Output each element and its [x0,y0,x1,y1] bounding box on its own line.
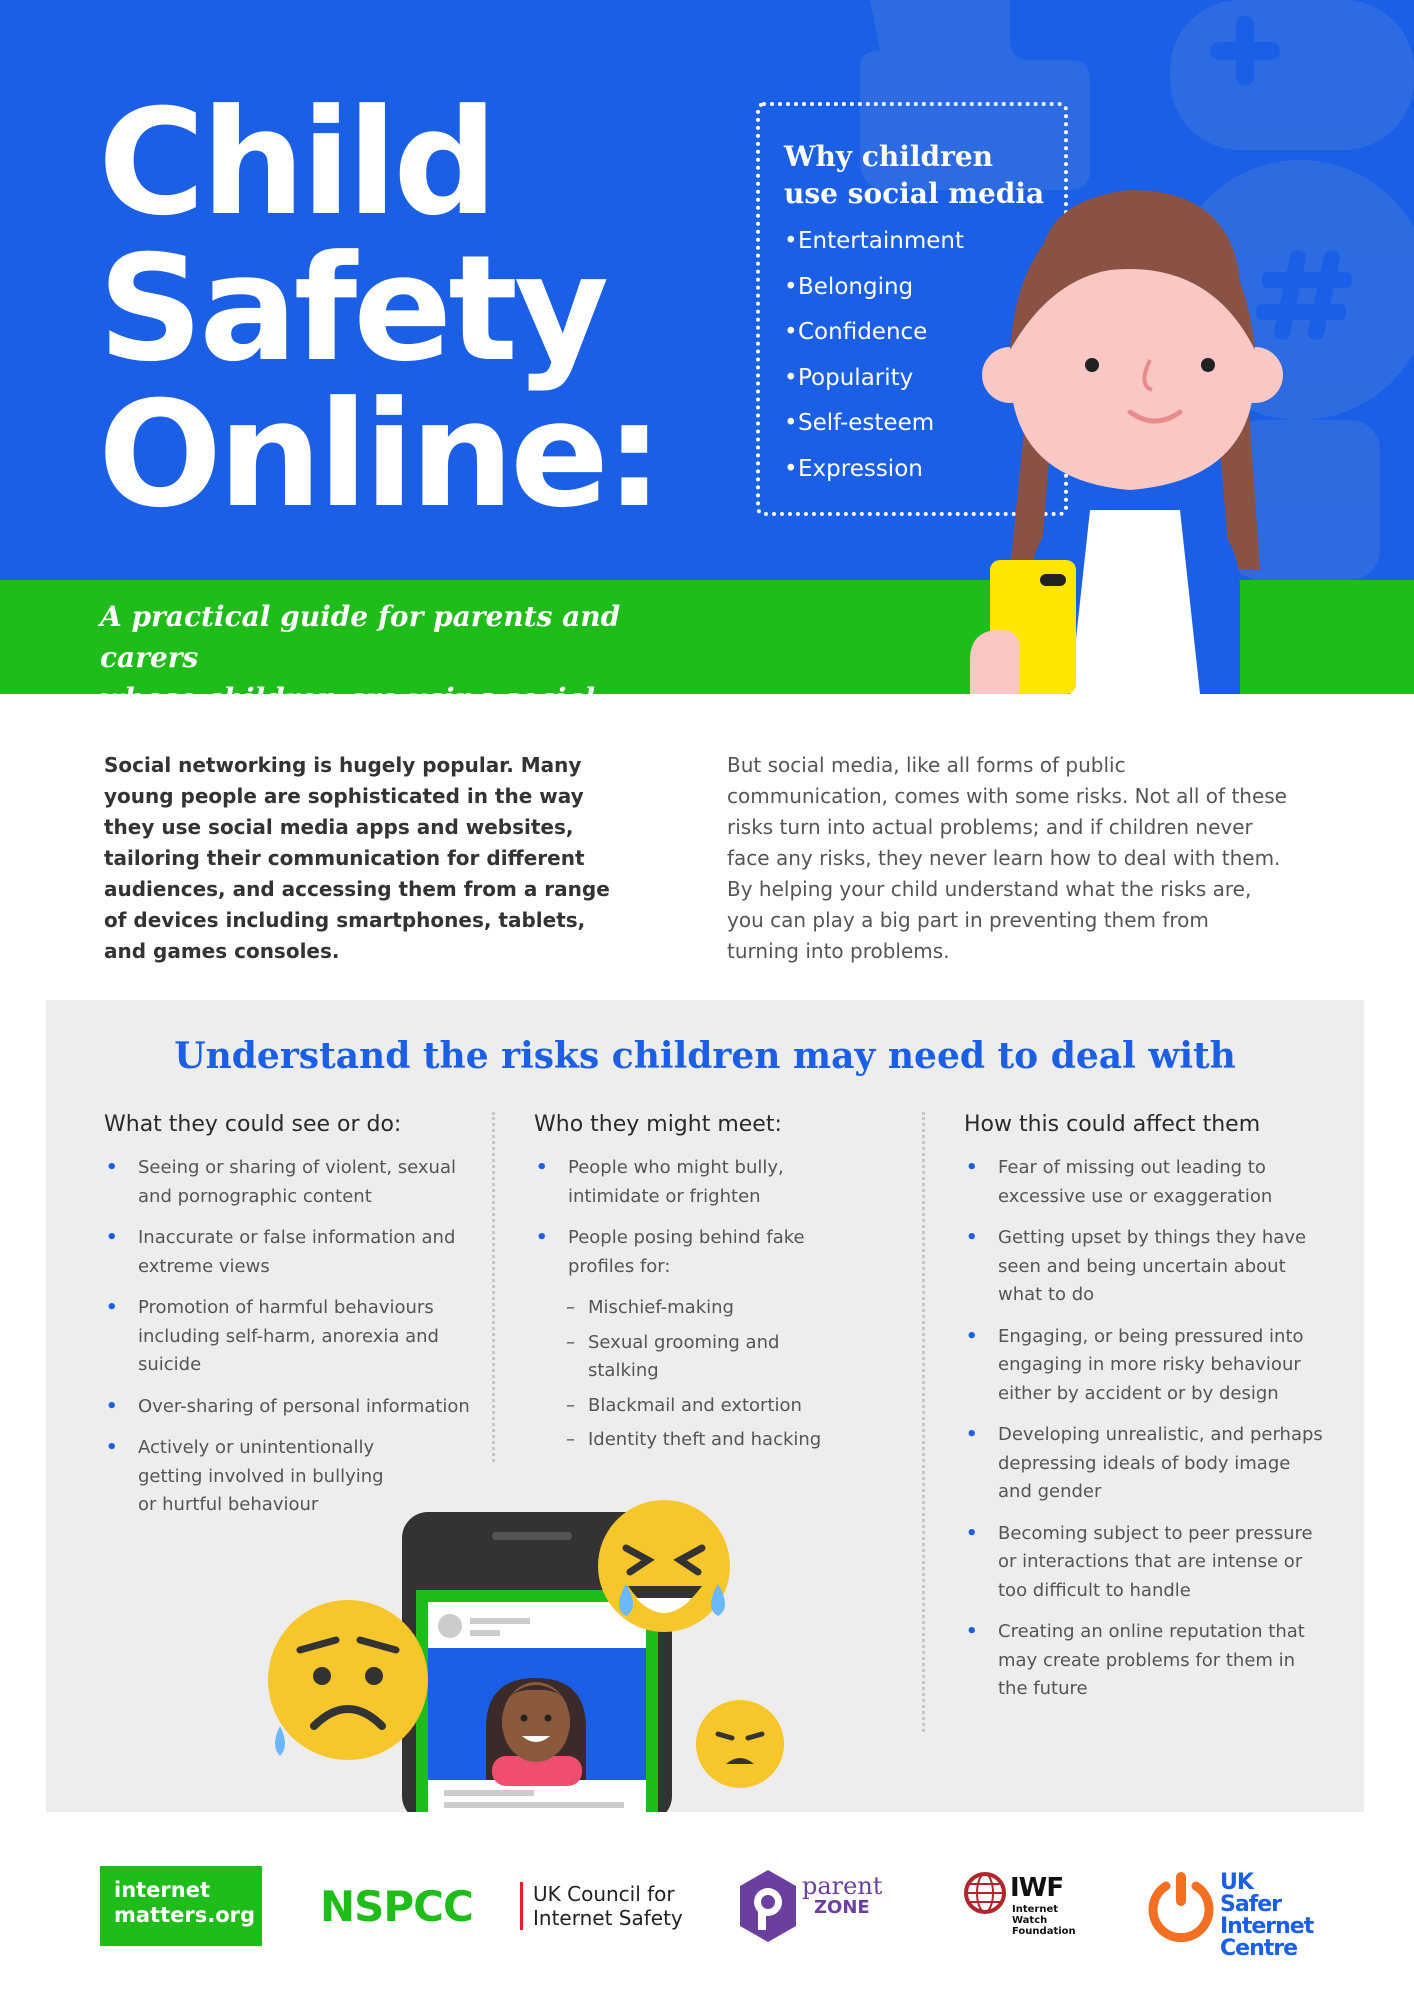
laughing-emoji-icon [598,1500,730,1632]
list-item: • Developing unrealistic, and perhaps depressing ideals of body image and gender [966,1424,1323,1502]
list-item: • Engaging, or being pressured into engaging in more risky behaviour either by accident or by design [966,1325,1304,1404]
risks-column-affect-them [964,1110,1324,1717]
sub-list [534,1294,914,1455]
why-item: •Self-esteem [784,410,935,436]
subtitle: A practical guide for parents and carers whose children are using social media [100,600,621,756]
column-heading: How this could affect them [964,1112,1261,1137]
page-title [98,78,718,540]
why-item: •Popularity [784,364,914,391]
globe-icon [964,1872,1006,1914]
list-item: • People who might bully, intimidate or frighten [536,1157,784,1207]
list-item: • Getting upset by things they have seen and being uncertain about what to do [966,1227,1307,1305]
column-heading: Who they might meet: [534,1112,782,1137]
intro-left-paragraph: Social networking is hugely popular. Many young people are sophisticated in the way they use social media apps and websites, tailoring their communication for different audiences, and accessing them from a range of devices including smartphones, tablets, and games consoles. [104,753,610,963]
eye-icon [1201,358,1215,372]
title-line-3: Online: [98,370,660,540]
why-item: •Confidence [784,319,928,345]
list-item: • Creating an online reputation that may create problems for them in the future [966,1621,1305,1699]
why-item: •Entertainment [784,228,964,254]
list-item: • Actively or unintentionally getting involved in bullying or hurtful behaviour [106,1437,384,1515]
list-item: • Becoming subject to peer pressure or interactions that are intense or too difficult to handle [966,1522,1313,1601]
sub-list-item: – Sexual grooming and stalking [566,1331,780,1381]
risk-list [534,1154,914,1281]
sad-emoji-icon [268,1600,428,1760]
nspcc-logo[interactable]: NSPCC [320,1882,473,1931]
why-item: •Belonging [784,273,914,300]
partner-logos [0,1840,1414,1960]
parent-zone-hexagon-icon [736,1868,800,1944]
risk-list [104,1154,484,1520]
worried-emoji-icon [696,1700,784,1788]
list-item: • Inaccurate or false information and extreme views [106,1227,456,1277]
phone-with-emojis-illustration [256,1498,796,1812]
list-item: • Promotion of harmful behaviours including self-harm, anorexia and suicide [106,1297,439,1375]
sub-list-item: – Mischief-making [566,1297,734,1318]
risks-column-who-they-meet [534,1110,914,1461]
why-heading: Why children use social media [784,140,1045,210]
list-item: • People posing behind fake profiles for: [536,1227,805,1277]
list-item: • Seeing or sharing of violent, sexual and pornographic content [106,1157,456,1207]
title-line-2: Safety [98,224,606,394]
girl-with-phone-illustration [930,150,1340,694]
risks-column-see-or-do [104,1110,484,1533]
sub-list-item: – Blackmail and extortion [566,1394,802,1416]
title-line-1: Child [98,78,494,248]
eye-icon [1085,358,1099,372]
column-divider [922,1112,925,1732]
list-item: • Fear of missing out leading to excessive use or exaggeration [966,1157,1273,1207]
internet-matters-logo[interactable]: internet matters.org [100,1866,262,1946]
why-item: •Expression [784,455,923,482]
power-icon [1146,1870,1216,1944]
parent-zone-logo[interactable]: parent ZONE [736,1868,886,1948]
uk-safer-internet-centre-logo[interactable]: UK Safer Internet Centre [1146,1870,1316,1950]
list-item: • Over-sharing of personal information [106,1395,470,1417]
column-divider [492,1112,495,1462]
sub-list-item: – Identity theft and hacking [566,1429,822,1450]
ukcis-logo[interactable]: UK Council for Internet Safety [520,1882,683,1930]
intro-right-paragraph: But social media, like all forms of public communication, comes with some risks. Not all of these risks turn into actual problems; and if children never face any risks, they never learn how to deal with them. By helping your child understand what the risks are, you can play a big part in preventing them from turning into problems. [727,753,1287,963]
column-heading: What they could see or do: [104,1112,402,1137]
iwf-logo[interactable]: IWF Internet Watch Foundation [964,1872,1084,1952]
gamepad-icon [1170,0,1414,150]
risks-title: Understand the risks children may need to deal with [174,1035,1236,1077]
risk-list [964,1154,1324,1704]
